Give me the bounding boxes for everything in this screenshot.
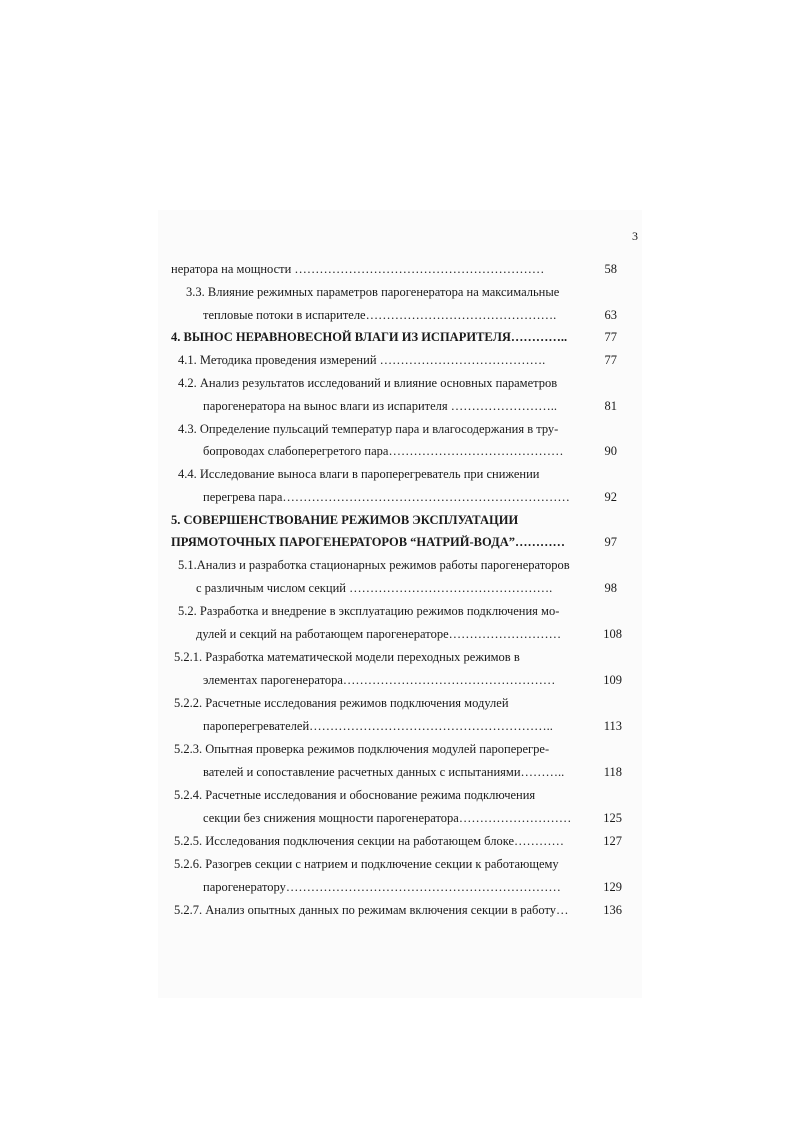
toc-entry-text: 5.2. Разработка и внедрение в эксплуатацию режимов подключения мо-: [178, 604, 560, 618]
toc-entry-page: 118: [603, 765, 622, 779]
toc-entry-text: 5.2.6. Разогрев секции с натрием и подключение секции к работающему: [174, 857, 559, 871]
toc-entry-text: нератора на мощности ……………………………………………………: [171, 262, 545, 276]
toc-entry-text: 4.3. Определение пульсаций температур пара и влагосодержания в тру-: [178, 422, 559, 436]
toc-entry-text: 5.2.4. Расчетные исследования и обоснование режима подключения: [174, 788, 536, 802]
toc-entry-text: пароперегревателей…………………………………………………..: [203, 719, 553, 733]
toc-entry-page: 125: [603, 811, 622, 825]
toc-entry-page: 109: [603, 673, 622, 687]
toc-entry-page: 97: [604, 535, 617, 549]
toc-entry-text: 5.2.3. Опытная проверка режимов подключения модулей пароперегре-: [174, 742, 550, 756]
toc-entry-page: 129: [603, 880, 622, 894]
toc-entry-page: 81: [604, 399, 617, 413]
toc-entry-text: элементах парогенератора……………………………………………: [203, 673, 556, 687]
toc-entry-page: 136: [603, 903, 622, 917]
toc-entry-text: парогенератора на вынос влаги из испарителя ……………………..: [203, 399, 558, 413]
toc-entry-text: перегрева пара……………………………………………………………: [203, 490, 570, 504]
page-number: 3: [632, 229, 638, 243]
toc-entry-page: 90: [604, 444, 617, 458]
toc-entry-page: 77: [604, 330, 617, 344]
toc-entry-page: 77: [604, 353, 617, 367]
toc-entry-text: 5.2.1. Разработка математической модели переходных режимов в: [174, 650, 520, 664]
toc-entry-text: парогенератору…………………………………………………………: [203, 880, 561, 894]
toc-entry-page: 58: [604, 262, 617, 276]
toc-entry-text: 4.4. Исследование выноса влаги в пароперегреватель при снижении: [178, 467, 540, 481]
toc-chapter-title: ПРЯМОТОЧНЫХ ПАРОГЕНЕРАТОРОВ “НАТРИЙ-ВОДА”…………: [171, 535, 565, 549]
toc-entry-page: 113: [603, 719, 622, 733]
toc-entry-text: бопроводах слабоперегретого пара……………………………………: [203, 444, 564, 458]
toc-entry-text: секции без снижения мощности парогенератора………………………: [203, 811, 572, 825]
toc-entry-text: с различным числом секций ………………………………………….: [196, 581, 553, 595]
toc-entry-text: дулей и секций на работающем парогенераторе………………………: [196, 627, 562, 641]
toc-entry-text: 3.3. Влияние режимных параметров парогенератора на максимальные: [186, 285, 560, 299]
toc-entry-page: 127: [603, 834, 622, 848]
toc-entry-text: 5.1.Анализ и разработка стационарных режимов работы парогенераторов: [178, 558, 570, 572]
toc-entry-text: 5.2.7. Анализ опытных данных по режимам включения секции в работу…: [174, 903, 569, 917]
toc-entry-text: вателей и сопоставление расчетных данных с испытаниями………..: [203, 765, 565, 779]
toc-entry-page: 98: [604, 581, 617, 595]
toc-entry-text: 4.1. Методика проведения измерений ………………………………….: [178, 353, 546, 367]
toc-chapter-title: 4. ВЫНОС НЕРАВНОВЕСНОЙ ВЛАГИ ИЗ ИСПАРИТЕЛЯ…………..: [171, 330, 568, 344]
toc-entry-text: 5.2.5. Исследования подключения секции на работающем блоке…………: [174, 834, 565, 848]
toc-entry-page: 92: [604, 490, 617, 504]
toc-entry-text: 4.2. Анализ результатов исследований и влияние основных параметров: [178, 376, 558, 390]
toc-entry-page: 108: [603, 627, 622, 641]
toc-entry-text: тепловые потоки в испарителе……………………………………….: [203, 308, 557, 322]
toc-entry-text: 5.2.2. Расчетные исследования режимов подключения модулей: [174, 696, 509, 710]
toc-chapter-title: 5. СОВЕРШЕНСТВОВАНИЕ РЕЖИМОВ ЭКСПЛУАТАЦИИ: [171, 513, 519, 527]
toc-entry-page: 63: [604, 308, 617, 322]
